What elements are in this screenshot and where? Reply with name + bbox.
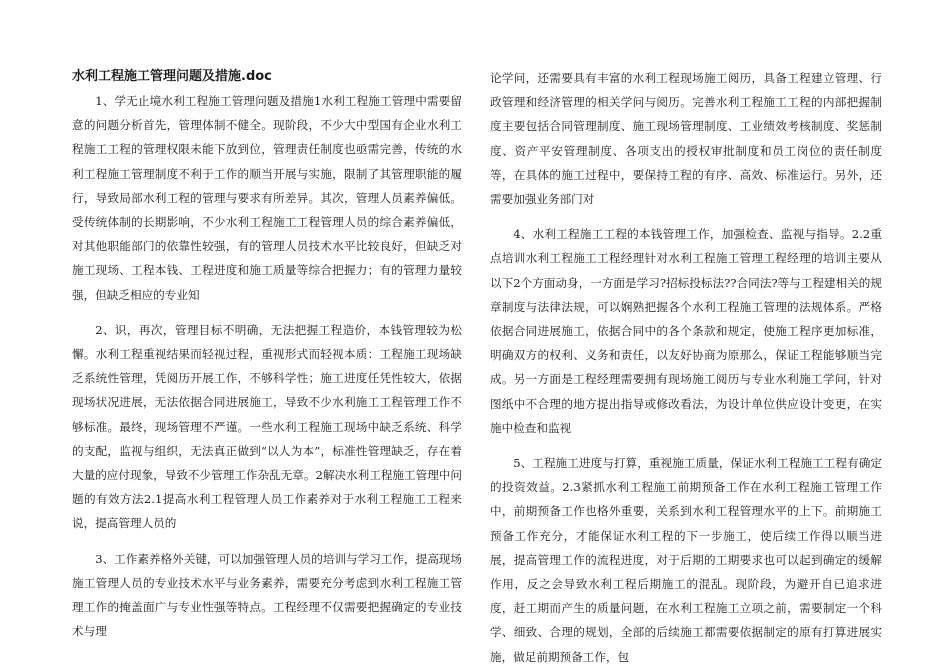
paragraph-1: 1、学无止境水利工程施工管理问题及措施1水利工程施工管理中需要留意的问题分析首先，管理体制不健全。现阶段，不少大中型国有企业水利工程施工工程的管理权限未能下放到位，管理责任制度也亟需完善，传统的水利工程施工管理制度不利于工作的顺当开展与实施，限制了其管理职能的履行，导致局部水利工程的管理与要求有所差异。其次，管理人员素养偏低。受传统体制的长期影响，不少水利工程施工工程管理人员的综合素养偏低，对其他职能部门的依靠性较强，有的管理人员技术水平比较良好，但缺乏对施工现场、工程本钱、工程进度和施工质量等综合把握力；有的管理力量较强，但缺乏相应的专业知: [72, 94, 462, 302]
right-column: [490, 66, 882, 669]
left-column: [72, 66, 462, 643]
paragraph-3-continued: 论学问，还需要具有丰富的水利工程现场施工阅历，具备工程建立管理、行政管理和经济管理的相关学问与阅历。完善水利工程施工工程的内部把握制度主要包括合同管理制度、施工现场管理制度、工业绩效考核制度、奖惩制度、资产平安管理制度、各项支出的授权审批制度和员工岗位的责任制度等，在具体的施工过程中，要保持工程的有序、高效、标准运行。另外，还需要加强业务部门对: [490, 71, 882, 207]
document-title: 水利工程施工管理问题及措施.doc: [72, 69, 272, 84]
paragraph-4: 4、水利工程施工工程的本钱管理工作，加强检查、监视与指导。2.2重点培训水利工程施工工程经理针对水利工程施工管理工程经理的培训主要从以下2个方面动身，一方面是学习?招标投标法??合同法?等与工程建相关的规章制度与法律法规，可以娴熟把握各个水利工程施工管理的法规体系。严格依据合同进展施工，依据合同中的各个条款和规定，使施工程序更加标准，明确双方的权利、义务和责任，以友好协商为原那么，保证工程能够顺当完成。另一方面是工程经理需要拥有现场施工阅历与专业水利施工学问，针对图纸中不合理的地方提出指导或修改看法，为设计单位供应设计变更，在实施中检查和监视: [490, 227, 882, 435]
paragraph-3: 3、工作素养格外关键，可以加强管理人员的培训与学习工作，提高现场施工管理人员的专业技术水平与业务素养，需要充分考虑到水利工程施工管理工作的掩盖面广与专业性强等特点。工程经理不仅需要把握确定的专业技术与理: [72, 551, 462, 639]
paragraph-5: 5、工程施工进度与打算，重视施工质量，保证水利工程施工工程有确定的投资效益。2.3紧抓水利工程施工前期预备工作在水利工程施工管理工作中，前期预备工作也格外重要，关系到水利工程管理水平的上下。前期施工预备工作充分，才能保证水利工程的下一步施工，使后续工作得以顺当进展，提高管理工作的流程进度，对于后期的工期要求也可以起到确定的缓解作用，反之会导致水利工程后期施工的混乱。现阶段，为避开自已追求进度，赶工期而产生的质量问题，在水利工程施工立项之前，需要制定一个科学、细致、合理的规划，全部的后续施工都需要依据制定的原有打算进展实施，做足前期预备工作，包: [490, 456, 882, 664]
paragraph-2: 2、识，再次，管理目标不明确，无法把握工程造价，本钱管理较为松懈。水利工程重视结果而轻视过程，重视形式而轻视本质：工程施工现场缺乏系统性管理，凭阅历开展工作，不够科学性；施工进度任凭性较大，依据现场状况进展，无法依据合同进展施工，导致不少水利施工工程管理工作不够标准。最终，现场管理不严谨。一些水利工程施工现场中缺乏系统、科学的支配，监视与组织，无法真正做到“以人为本”，标准性管理缺乏，存在着大量的应付现象，导致不少管理工作杂乱无章。2解决水利工程施工管理中问题的有效方法2.1提高水利工程管理人员工作素养对于水利工程施工工程来说，提高管理人员的: [72, 322, 462, 531]
